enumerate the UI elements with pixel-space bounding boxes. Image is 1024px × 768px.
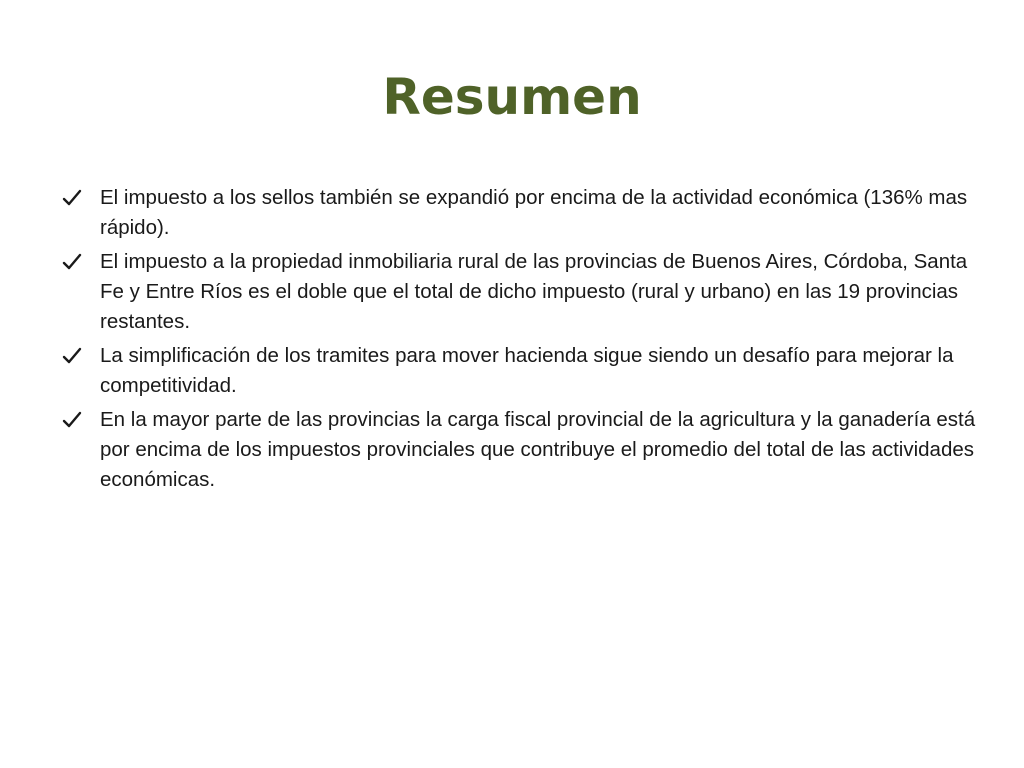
bullet-item <box>62 183 982 243</box>
checkmark-icon <box>62 188 82 208</box>
checkmark-icon <box>62 410 82 430</box>
bullet-list <box>62 183 982 499</box>
slide-title: Resumen <box>382 68 642 126</box>
bullet-text: El impuesto a la propiedad inmobiliaria rural de las provincias de Buenos Aires, Córdoba, Santa Fe y Entre Ríos es el doble que el total de dicho impuesto (rural y urbano) en las 19 provincias restantes. <box>100 250 968 333</box>
bullet-text: El impuesto a los sellos también se expandió por encima de la actividad económica (136% mas rápido). <box>100 186 968 239</box>
bullet-item <box>62 247 982 337</box>
checkmark-icon <box>62 252 82 272</box>
checkmark-icon <box>62 346 82 366</box>
bullet-text: La simplificación de los tramites para mover hacienda sigue siendo un desafío para mejorar la competitividad. <box>100 344 954 397</box>
bullet-item <box>62 341 982 401</box>
bullet-item <box>62 405 982 495</box>
bullet-text: En la mayor parte de las provincias la carga fiscal provincial de la agricultura y la ganadería está por encima de los impuestos provinciales que contribuye el promedio del total de las actividades económicas. <box>100 408 976 491</box>
